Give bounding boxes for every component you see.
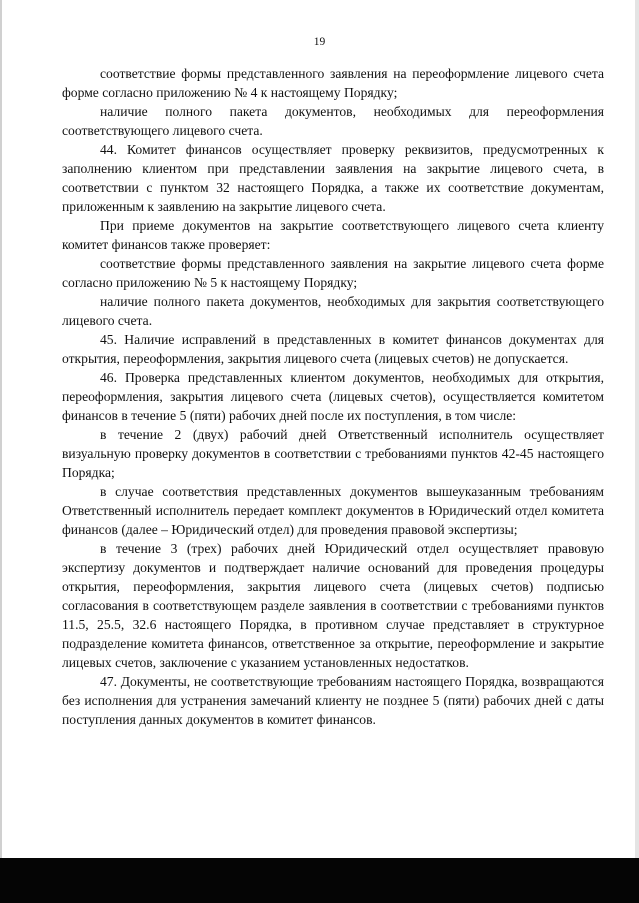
paragraph: 45. Наличие исправлений в представленных в комитет финансов документах для открытия, переоформления, закрытия лицевого счета (лицевых счетов) не допускается.	[62, 332, 604, 366]
paragraph: 47. Документы, не соответствующие требованиям настоящего Порядка, возвращаются без исполнения для устранения замечаний клиенту не позднее 5 (пяти) рабочих дней с даты поступления данных документов в комитет финансов.	[62, 674, 604, 727]
scan-bottom-border	[0, 858, 639, 903]
paragraph: 46. Проверка представленных клиентом документов, необходимых для открытия, переоформления, закрытия лицевого счета (лицевых счетов), осуществляется комитетом финансов в течение 5 (пяти) рабочих дней после их поступления, в том числе:	[62, 370, 604, 423]
paragraph: соответствие формы представленного заявления на закрытие лицевого счета форме согласно приложению № 5 к настоящему Порядку;	[62, 256, 604, 290]
page-number: 19	[313, 36, 326, 48]
paragraph: в случае соответствия представленных документов вышеуказанным требованиям Ответственный исполнитель передает комплект документов в Юридический отдел комитета финансов (далее – Юридический отдел) для проведения правовой экспертизы;	[62, 484, 604, 537]
paragraph: наличие полного пакета документов, необходимых для закрытия соответствующего лицевого счета.	[62, 294, 604, 328]
scan-right-edge	[635, 0, 639, 858]
paragraph: соответствие формы представленного заявления на переоформление лицевого счета форме согласно приложению № 4 к настоящему Порядку;	[62, 66, 604, 100]
scan-left-edge	[0, 0, 2, 858]
paragraph: При приеме документов на закрытие соответствующего лицевого счета клиенту комитет финансов также проверяет:	[62, 218, 604, 252]
document-body	[62, 64, 604, 729]
paragraph: 44. Комитет финансов осуществляет проверку реквизитов, предусмотренных к заполнению клиентом при представлении заявления на закрытие лицевого счета, в соответствии с пунктом 32 настоящего Порядка, а также их соответствие документам, приложенным к заявлению на закрытие лицевого счета.	[62, 142, 604, 214]
paragraph: в течение 2 (двух) рабочий дней Ответственный исполнитель осуществляет визуальную проверку документов в соответствии с требованиями пунктов 42-45 настоящего Порядка;	[62, 427, 604, 480]
paragraph: в течение 3 (трех) рабочих дней Юридический отдел осуществляет правовую экспертизу документов и подтверждает наличие оснований для проведения процедуры открытия, переоформления, закрытия лицевого счета (лицевых счетов) подписью согласования в соответствующем разделе заявления в соответствии с требованиями пунктов 11.5, 25.5, 32.6 настоящего Порядка, в противном случае представляет в структурное подразделение комитета финансов, ответственное за открытие, переоформление и закрытие лицевых счетов, заключение с указанием установленных недостатков.	[62, 541, 604, 670]
paragraph: наличие полного пакета документов, необходимых для переоформления соответствующего лицевого счета.	[62, 104, 604, 138]
